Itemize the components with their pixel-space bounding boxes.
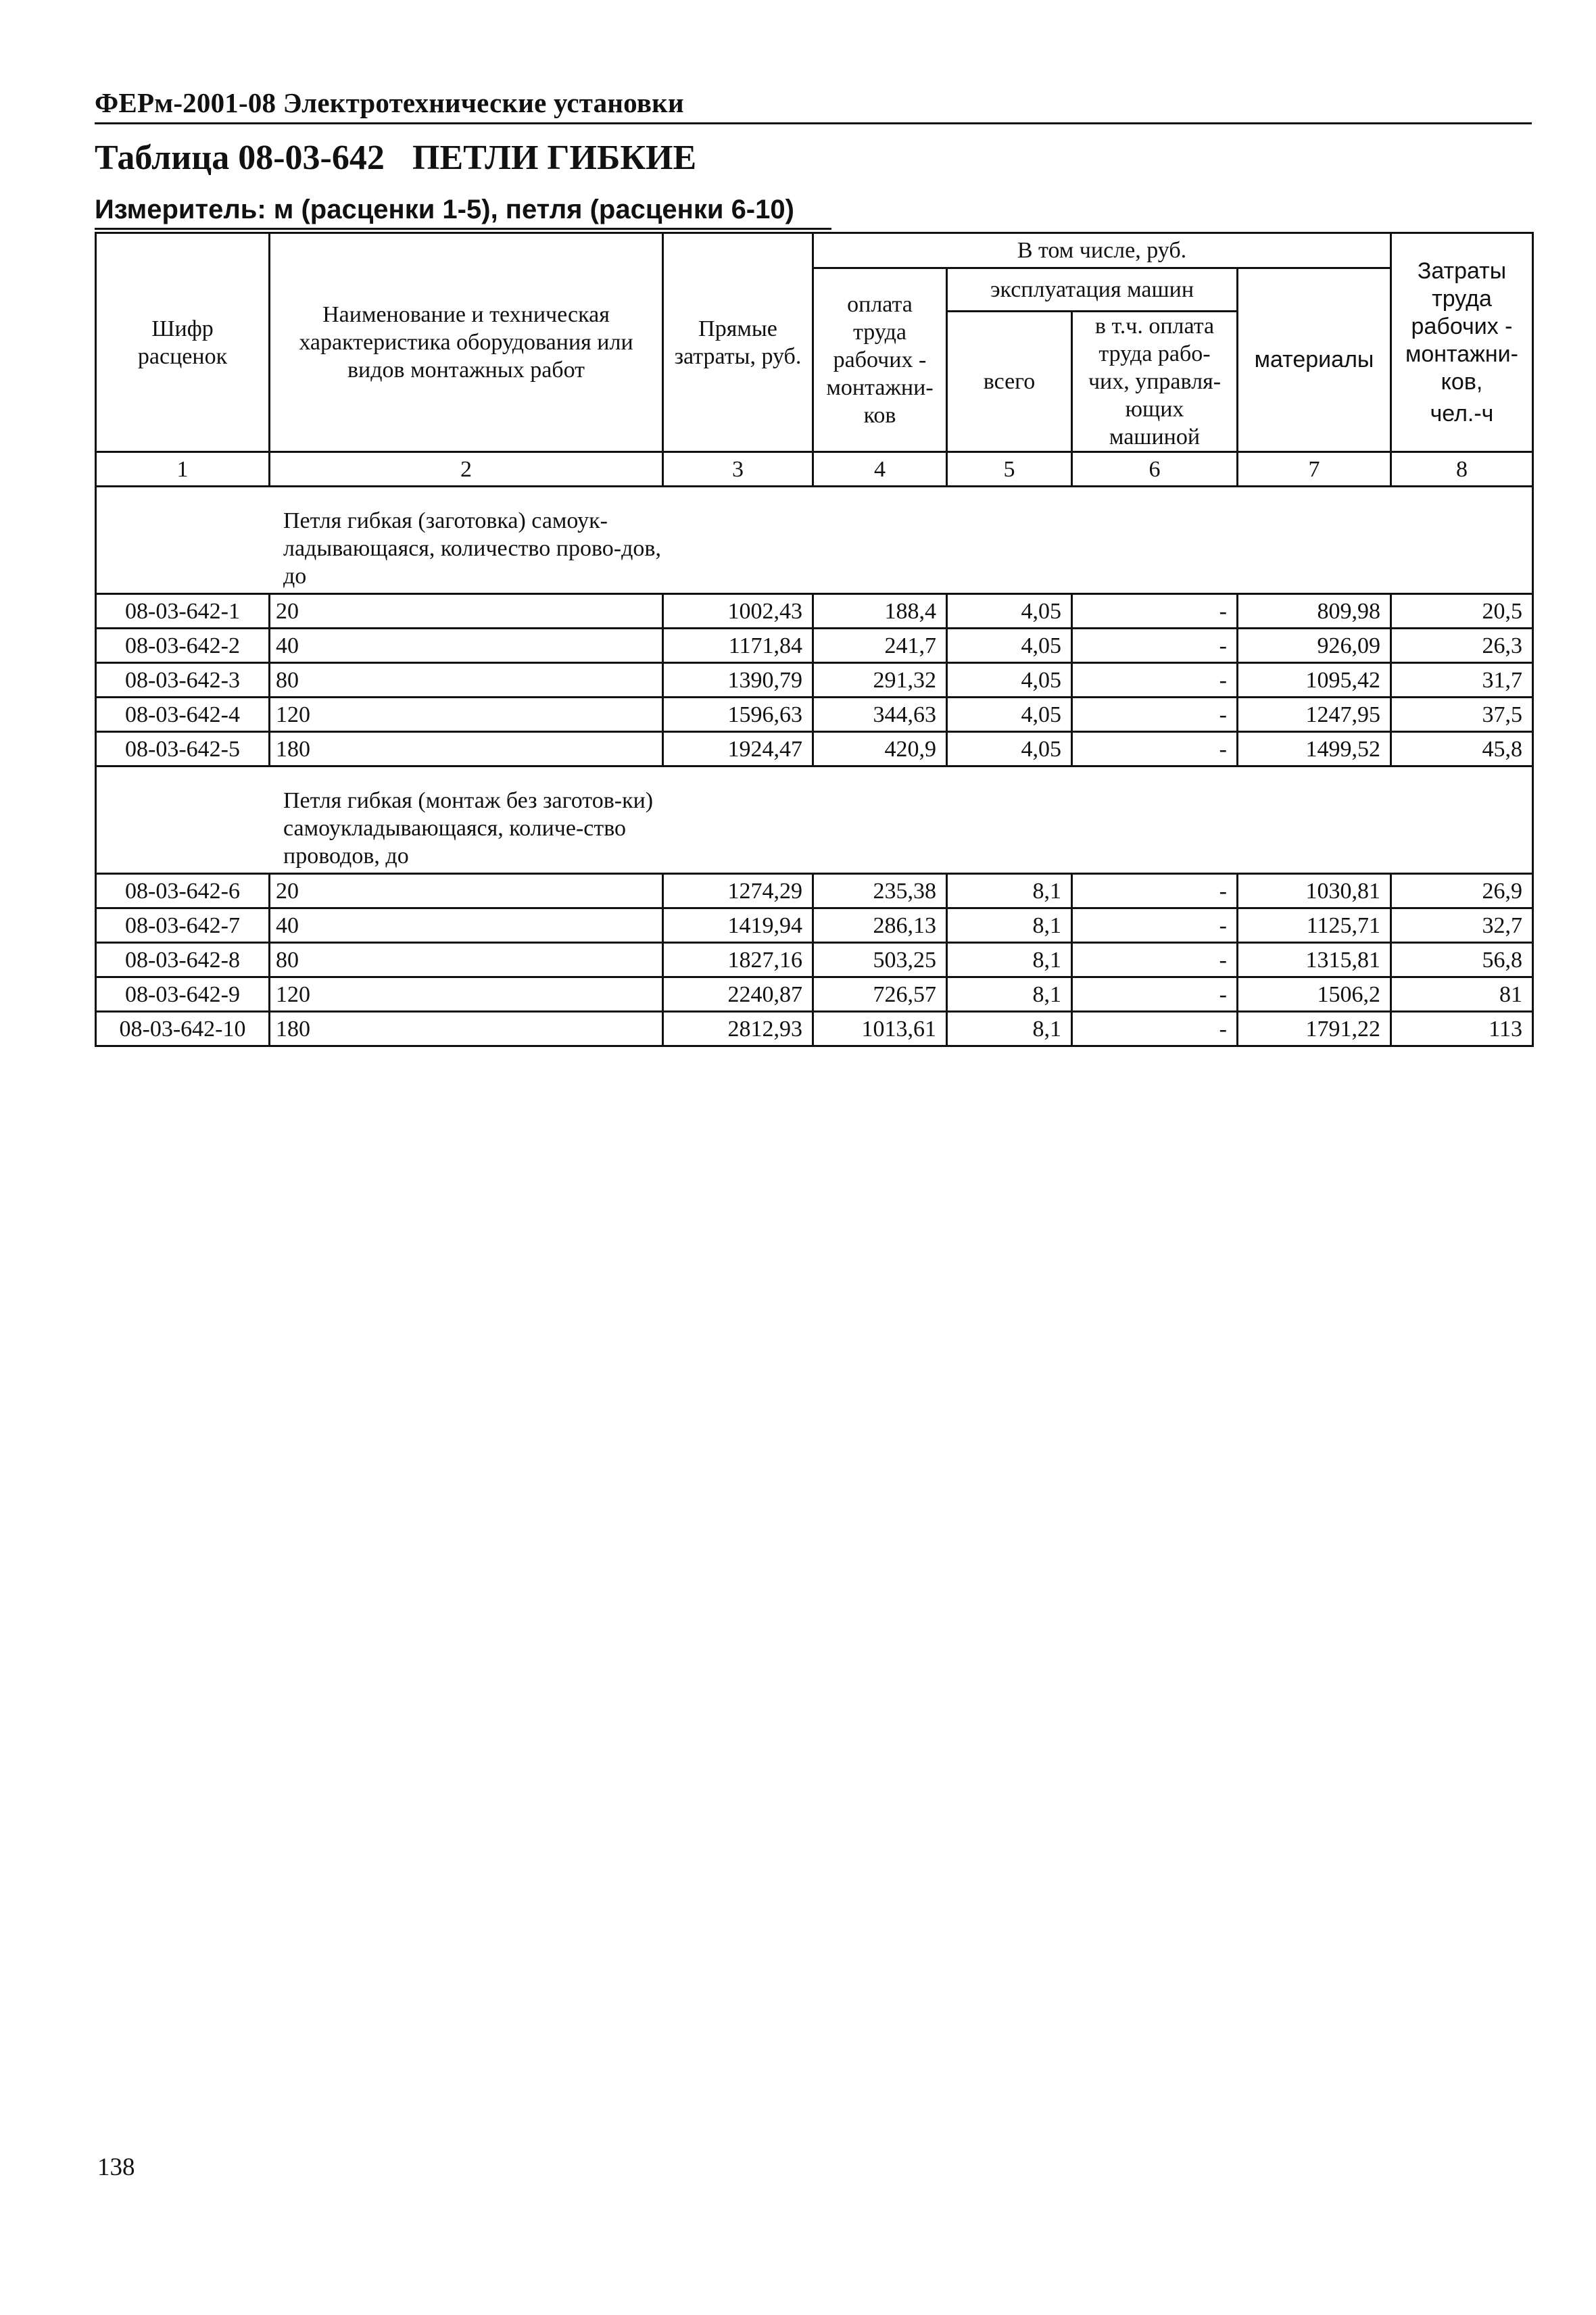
cell-code: 08-03-642-2 xyxy=(96,629,270,663)
section-title: Петля гибкая (монтаж без заготов-ки) самоукладывающаяся, количе-ство проводов, до xyxy=(283,788,654,869)
cell-machines: 4,05 xyxy=(947,732,1072,766)
cell-machines-wages: - xyxy=(1072,732,1238,766)
cell-direct: 1171,84 xyxy=(663,629,813,663)
cell-name: 80 xyxy=(270,663,663,698)
column-number: 5 xyxy=(947,452,1072,487)
cell-materials: 1499,52 xyxy=(1238,732,1391,766)
header-machines-wages: в т.ч. оплата труда рабо-чих, управля-ющих машиной xyxy=(1072,312,1238,452)
cell-machines: 8,1 xyxy=(947,874,1072,908)
column-number: 3 xyxy=(663,452,813,487)
cell-materials: 1791,22 xyxy=(1238,1012,1391,1046)
cell-code: 08-03-642-1 xyxy=(96,594,270,629)
cell-machines: 4,05 xyxy=(947,594,1072,629)
table-row xyxy=(96,629,1533,663)
cell-code: 08-03-642-3 xyxy=(96,663,270,698)
cell-code: 08-03-642-9 xyxy=(96,977,270,1012)
cell-materials: 1315,81 xyxy=(1238,943,1391,977)
cell-name: 180 xyxy=(270,1012,663,1046)
cell-wages: 420,9 xyxy=(813,732,947,766)
table-row xyxy=(96,732,1533,766)
header-labor-text: Затраты труда рабочих - монтажни-ков, xyxy=(1405,258,1518,395)
cell-machines-wages: - xyxy=(1072,663,1238,698)
section-header-row xyxy=(96,766,1533,874)
cell-wages: 1013,61 xyxy=(813,1012,947,1046)
cell-wages: 503,25 xyxy=(813,943,947,977)
cell-machines: 8,1 xyxy=(947,977,1072,1012)
cell-labor: 26,9 xyxy=(1391,874,1533,908)
cell-materials: 1030,81 xyxy=(1238,874,1391,908)
cell-direct: 1596,63 xyxy=(663,698,813,732)
cell-machines: 4,05 xyxy=(947,663,1072,698)
cell-machines: 8,1 xyxy=(947,943,1072,977)
cell-materials: 1247,95 xyxy=(1238,698,1391,732)
table-row xyxy=(96,594,1533,629)
cell-labor: 26,3 xyxy=(1391,629,1533,663)
cell-name: 120 xyxy=(270,977,663,1012)
header-name: Наименование и техническая характеристика оборудования или видов монтажных работ xyxy=(270,233,663,452)
cell-wages: 286,13 xyxy=(813,908,947,943)
cell-labor: 32,7 xyxy=(1391,908,1533,943)
column-numbers-row xyxy=(96,452,1533,487)
cell-labor: 45,8 xyxy=(1391,732,1533,766)
cell-machines-wages: - xyxy=(1072,943,1238,977)
page-number: 138 xyxy=(97,2153,135,2181)
header-machines: эксплуатация машин xyxy=(947,268,1238,312)
cell-code: 08-03-642-7 xyxy=(96,908,270,943)
measure-line: Измеритель: м (расценки 1-5), петля (расценки 6-10) xyxy=(95,195,794,224)
cell-wages: 188,4 xyxy=(813,594,947,629)
cell-machines: 4,05 xyxy=(947,698,1072,732)
cell-code: 08-03-642-4 xyxy=(96,698,270,732)
cell-direct: 2812,93 xyxy=(663,1012,813,1046)
header-labor-unit: чел.-ч xyxy=(1430,400,1494,427)
table-row xyxy=(96,977,1533,1012)
cell-labor: 20,5 xyxy=(1391,594,1533,629)
cell-code: 08-03-642-10 xyxy=(96,1012,270,1046)
cell-wages: 344,63 xyxy=(813,698,947,732)
running-header: ФЕРм-2001-08 Электротехнические установки xyxy=(95,87,684,118)
rates-table xyxy=(95,232,1534,1047)
header-wages: оплата труда рабочих - монтажни-ков xyxy=(813,268,947,452)
cell-machines-wages: - xyxy=(1072,698,1238,732)
cell-labor: 31,7 xyxy=(1391,663,1533,698)
cell-materials: 1095,42 xyxy=(1238,663,1391,698)
cell-direct: 1274,29 xyxy=(663,874,813,908)
header-materials: материалы xyxy=(1238,268,1391,452)
table-row xyxy=(96,663,1533,698)
table-row xyxy=(96,874,1533,908)
cell-wages: 291,32 xyxy=(813,663,947,698)
section-header-row xyxy=(96,487,1533,594)
column-number: 6 xyxy=(1072,452,1238,487)
cell-labor: 56,8 xyxy=(1391,943,1533,977)
cell-direct: 1827,16 xyxy=(663,943,813,977)
table-name: ПЕТЛИ ГИБКИЕ xyxy=(412,139,697,177)
table-row xyxy=(96,1012,1533,1046)
cell-labor: 37,5 xyxy=(1391,698,1533,732)
measure-rule xyxy=(95,228,831,230)
cell-machines: 4,05 xyxy=(947,629,1072,663)
table-row xyxy=(96,908,1533,943)
cell-machines-wages: - xyxy=(1072,908,1238,943)
column-number: 7 xyxy=(1238,452,1391,487)
cell-materials: 1506,2 xyxy=(1238,977,1391,1012)
cell-machines-wages: - xyxy=(1072,977,1238,1012)
cell-code: 08-03-642-5 xyxy=(96,732,270,766)
cell-machines: 8,1 xyxy=(947,908,1072,943)
column-number: 1 xyxy=(96,452,270,487)
cell-machines-wages: - xyxy=(1072,874,1238,908)
header-machines-total: всего xyxy=(947,312,1072,452)
column-number: 4 xyxy=(813,452,947,487)
cell-labor: 113 xyxy=(1391,1012,1533,1046)
cell-machines-wages: - xyxy=(1072,594,1238,629)
section-title: Петля гибкая (заготовка) самоук-ладывающаяся, количество прово-дов, до xyxy=(283,508,661,589)
cell-machines: 8,1 xyxy=(947,1012,1072,1046)
column-number: 2 xyxy=(270,452,663,487)
cell-wages: 235,38 xyxy=(813,874,947,908)
cell-name: 120 xyxy=(270,698,663,732)
cell-name: 20 xyxy=(270,874,663,908)
cell-name: 40 xyxy=(270,908,663,943)
table-row xyxy=(96,943,1533,977)
cell-name: 180 xyxy=(270,732,663,766)
header-labor xyxy=(1391,233,1533,452)
cell-materials: 926,09 xyxy=(1238,629,1391,663)
cell-direct: 1419,94 xyxy=(663,908,813,943)
cell-wages: 726,57 xyxy=(813,977,947,1012)
header-rule xyxy=(95,122,1532,124)
cell-machines-wages: - xyxy=(1072,1012,1238,1046)
table-row xyxy=(96,698,1533,732)
cell-wages: 241,7 xyxy=(813,629,947,663)
cell-machines-wages: - xyxy=(1072,629,1238,663)
cell-name: 40 xyxy=(270,629,663,663)
cell-materials: 809,98 xyxy=(1238,594,1391,629)
table-number: Таблица 08-03-642 xyxy=(95,139,385,177)
header-code: Шифр расценок xyxy=(96,233,270,452)
cell-direct: 2240,87 xyxy=(663,977,813,1012)
table-title xyxy=(95,138,696,178)
cell-labor: 81 xyxy=(1391,977,1533,1012)
header-including: В том числе, руб. xyxy=(813,233,1391,268)
cell-direct: 1002,43 xyxy=(663,594,813,629)
cell-direct: 1924,47 xyxy=(663,732,813,766)
column-number: 8 xyxy=(1391,452,1533,487)
cell-name: 80 xyxy=(270,943,663,977)
cell-code: 08-03-642-8 xyxy=(96,943,270,977)
cell-code: 08-03-642-6 xyxy=(96,874,270,908)
header-direct-costs: Прямые затраты, руб. xyxy=(663,233,813,452)
cell-materials: 1125,71 xyxy=(1238,908,1391,943)
cell-name: 20 xyxy=(270,594,663,629)
cell-direct: 1390,79 xyxy=(663,663,813,698)
